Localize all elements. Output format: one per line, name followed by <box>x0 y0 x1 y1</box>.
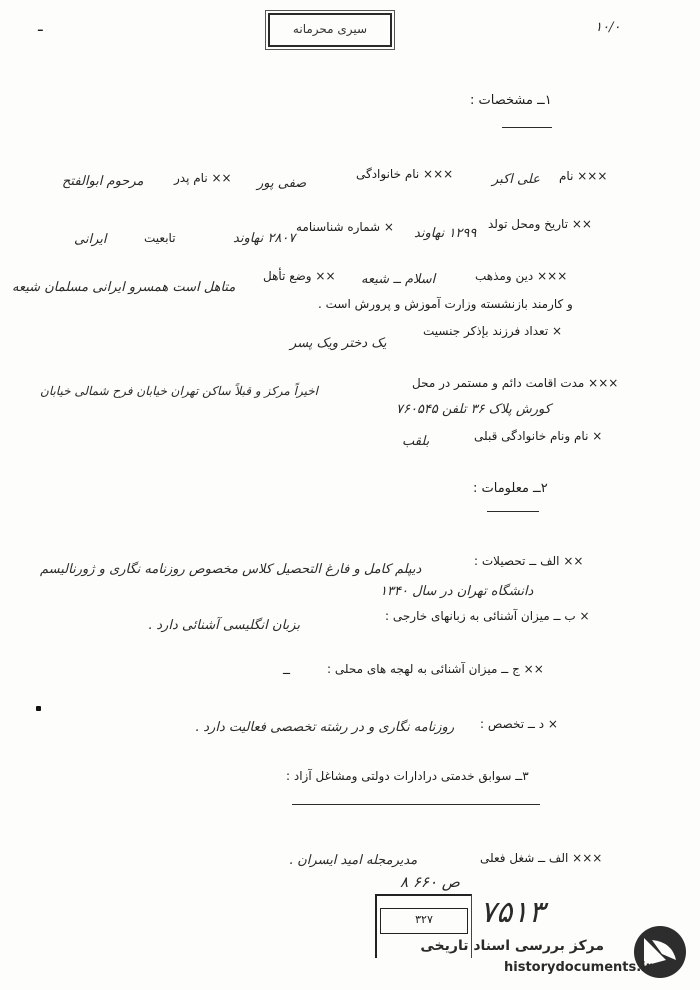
prev-name-label: × نام ونام خانوادگی قبلی <box>474 429 603 443</box>
classification-stamp: سیری محرمانه <box>268 13 392 47</box>
spouse-note: و کارمند بازنشسته وزارت آموزش و پرورش است . <box>318 297 573 311</box>
dialect-value: ــ <box>283 663 291 677</box>
nationality-label: تابعیت <box>144 231 176 245</box>
residence-label: ××× مدت اقامت دائم و مستمر در محل <box>412 376 619 390</box>
specialty-value: روزنامه نگاری و در رشته تخصصی فعالیت دارد . <box>195 720 455 735</box>
archive-title: مرکز بررسی اسناد تاریخی <box>420 938 604 954</box>
archive-url: historydocuments.ir <box>504 960 653 975</box>
corner-mark: ۱۰/۰ <box>595 20 621 35</box>
name-value: علی اکبر <box>492 172 540 187</box>
family-label: ××× نام خانوادگی <box>356 167 454 181</box>
foreign-language-value: بزبان انگلیسی آشنائی دارد . <box>148 618 300 633</box>
dialect-label: ×× ج ــ میزان آشنائی به لهجه های محلی : <box>327 662 544 676</box>
address-value: کورش پلاک ۳۶ تلفن ۷۶۰۵۴۵ <box>396 402 551 417</box>
specialty-label: × د ــ تخصص : <box>480 717 558 731</box>
footer-box-number: ۳۲۷ <box>380 908 468 934</box>
id-label: × شماره شناسنامه <box>296 220 394 234</box>
nationality-value: ایرانی <box>74 232 107 247</box>
father-value: مرحوم ابوالفتح <box>62 174 144 189</box>
section3-underline <box>292 804 540 805</box>
corner-tick: ـ <box>38 16 43 35</box>
family-value: صفی پور <box>257 176 307 191</box>
religion-value: اسلام ــ شیعه <box>361 272 436 287</box>
birth-value: ۱۲۹۹ نهاوند <box>414 226 477 241</box>
children-value: یک دختر ویک پسر <box>290 336 387 351</box>
prev-name-value: بلقب <box>402 434 430 449</box>
religion-label: ××× دین ومذهب <box>475 269 568 283</box>
section2-heading: ۲ــ معلومات : <box>473 481 548 496</box>
margin-dot <box>36 706 41 711</box>
section3-heading: ۳ــ سوابق خدمتی درادارات دولتی ومشاغل آزاد : <box>286 769 529 783</box>
education-value-2: دانشگاه تهران در سال ۱۳۴۰ <box>380 584 534 599</box>
current-job-label: ××× الف ــ شغل فعلی <box>480 851 603 865</box>
handwritten-note: ص ۶۶۰ ۸ <box>400 873 460 891</box>
marital-value: متاهل است همسرو ایرانی مسلمان شیعه <box>12 280 236 295</box>
id-value: ۲۸۰۷ نهاوند <box>233 231 296 246</box>
section2-underline <box>487 511 539 512</box>
name-label: ××× نام <box>559 169 608 183</box>
section1-heading: ۱ــ مشخصات : <box>470 93 552 108</box>
current-job-value: مدیرمجله امید ایسران . <box>289 853 418 868</box>
father-label: ×× نام پدر <box>174 171 232 185</box>
foreign-language-label: × ب ــ میزان آشنائی به زبانهای خارجی : <box>385 609 590 623</box>
residence-value: اخیراً مرکز و قبلاً ساکن تهران خیابان فرح شمالی خیابان <box>40 384 318 398</box>
handwritten-number: ۷۵۱۳ <box>480 895 545 930</box>
section1-underline <box>502 127 552 128</box>
education-label: ×× الف ــ تحصیلات : <box>474 554 584 568</box>
marital-label: ×× وضع تأهل <box>263 269 336 283</box>
education-value: دیپلم کامل و فارغ التحصیل کلاس مخصوص روزنامه نگاری و ژورنالیسم <box>40 562 422 577</box>
birth-label: ×× تاریخ ومحل تولد <box>488 217 592 231</box>
children-label: × تعداد فرزند بإذکر جنسیت <box>423 324 563 338</box>
